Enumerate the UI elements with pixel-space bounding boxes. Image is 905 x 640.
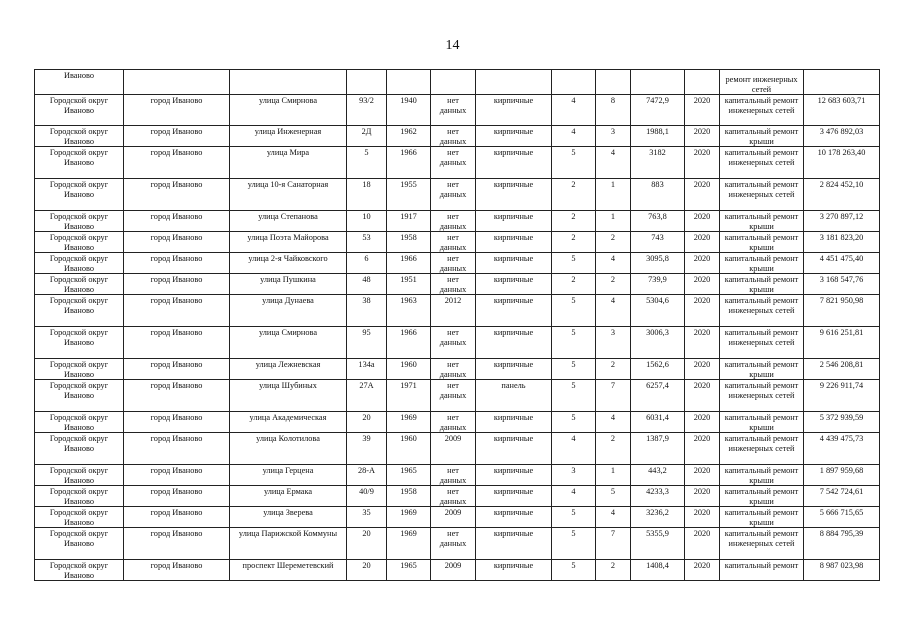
house-number-cell: 40/9 — [347, 486, 387, 507]
entrances-cell: 5 — [596, 486, 631, 507]
municipality-cell: Городской округ Иваново — [35, 560, 124, 581]
work-type-cell: ремонт инженерных сетей — [720, 70, 804, 95]
table-row — [35, 486, 880, 507]
entrances-cell: 8 — [596, 95, 631, 126]
area-cell: 1988,1 — [631, 126, 685, 147]
year-built-cell: 1971 — [387, 380, 431, 412]
municipality-cell: Городской округ Иваново — [35, 359, 124, 380]
year-overhaul-cell: нет данных — [431, 380, 476, 412]
municipality-cell: Городской округ Иваново — [35, 507, 124, 528]
street-cell: улица Зверева — [230, 507, 347, 528]
year-overhaul-cell: нет данных — [431, 253, 476, 274]
year-built-cell: 1966 — [387, 147, 431, 179]
table-row — [35, 465, 880, 486]
table-row — [35, 507, 880, 528]
municipality-cell: Городской округ Иваново — [35, 486, 124, 507]
street-cell: улица Герцена — [230, 465, 347, 486]
amount-cell: 7 821 950,98 — [804, 295, 880, 327]
work-type-cell: капитальный ремонт инженерных сетей — [720, 380, 804, 412]
house-number-cell: 20 — [347, 412, 387, 433]
year-built-cell: 1958 — [387, 232, 431, 253]
locality-cell: город Иваново — [124, 274, 230, 295]
work-type-cell: капитальный ремонт инженерных сетей — [720, 433, 804, 465]
table-row — [35, 95, 880, 126]
year-built-cell: 1951 — [387, 274, 431, 295]
municipality-cell: Городской округ Иваново — [35, 327, 124, 359]
house-number-cell: 18 — [347, 179, 387, 211]
work-type-cell: капитальный ремонт инженерных сетей — [720, 327, 804, 359]
floors-cell: 5 — [552, 327, 596, 359]
house-number-cell: 5 — [347, 147, 387, 179]
house-number-cell: 53 — [347, 232, 387, 253]
year-built-cell: 1962 — [387, 126, 431, 147]
plan-year-cell: 2020 — [685, 380, 720, 412]
year-overhaul-cell: 2009 — [431, 433, 476, 465]
street-cell: улица Степанова — [230, 211, 347, 232]
floors-cell: 4 — [552, 95, 596, 126]
wall-material-cell: кирпичные — [476, 507, 552, 528]
year-overhaul-cell: нет данных — [431, 147, 476, 179]
amount-cell: 8 884 795,39 — [804, 528, 880, 560]
area-cell: 3095,8 — [631, 253, 685, 274]
entrances-cell: 1 — [596, 179, 631, 211]
area-cell: 1408,4 — [631, 560, 685, 581]
table-row — [35, 327, 880, 359]
table-row — [35, 147, 880, 179]
municipality-cell: Городской округ Иваново — [35, 412, 124, 433]
wall-material-cell: панель — [476, 380, 552, 412]
street-cell: улица 10-я Санаторная — [230, 179, 347, 211]
street-cell: улица Ермака — [230, 486, 347, 507]
floors-cell: 4 — [552, 486, 596, 507]
house-number-cell: 10 — [347, 211, 387, 232]
floors-cell: 5 — [552, 295, 596, 327]
wall-material-cell: кирпичные — [476, 327, 552, 359]
work-type-cell: капитальный ремонт инженерных сетей — [720, 147, 804, 179]
floors-cell: 5 — [552, 380, 596, 412]
floors-cell: 2 — [552, 274, 596, 295]
municipality-cell: Городской округ Иваново — [35, 528, 124, 560]
street-cell: улица Пушкина — [230, 274, 347, 295]
locality-cell: город Иваново — [124, 95, 230, 126]
amount-cell: 3 476 892,03 — [804, 126, 880, 147]
area-cell: 7472,9 — [631, 95, 685, 126]
locality-cell: город Иваново — [124, 253, 230, 274]
floors-cell: 4 — [552, 433, 596, 465]
floors-cell: 3 — [552, 465, 596, 486]
amount-cell: 10 178 263,40 — [804, 147, 880, 179]
work-type-cell: капитальный ремонт крыши — [720, 274, 804, 295]
work-type-cell: капитальный ремонт инженерных сетей — [720, 528, 804, 560]
entrances-cell: 4 — [596, 147, 631, 179]
locality-cell: город Иваново — [124, 295, 230, 327]
area-cell: 443,2 — [631, 465, 685, 486]
house-number-cell: 2Д — [347, 126, 387, 147]
work-type-cell: капитальный ремонт инженерных сетей — [720, 295, 804, 327]
street-cell: улица Дунаева — [230, 295, 347, 327]
street-cell: проспект Шереметевский — [230, 560, 347, 581]
year-overhaul-cell: нет данных — [431, 95, 476, 126]
floors-cell: 2 — [552, 232, 596, 253]
entrances-cell: 3 — [596, 327, 631, 359]
house-number-cell: 20 — [347, 528, 387, 560]
work-type-cell: капитальный ремонт крыши — [720, 465, 804, 486]
street-cell: улица Колотилова — [230, 433, 347, 465]
street-cell: улица Смирнова — [230, 95, 347, 126]
year-built-cell: 1960 — [387, 433, 431, 465]
wall-material-cell: кирпичные — [476, 359, 552, 380]
year-built-cell: 1966 — [387, 253, 431, 274]
table-row — [35, 232, 880, 253]
house-number-cell: 38 — [347, 295, 387, 327]
plan-year-cell: 2020 — [685, 211, 720, 232]
municipality-cell: Городской округ Иваново — [35, 465, 124, 486]
municipality-cell: Городской округ Иваново — [35, 274, 124, 295]
street-cell: улица 2-я Чайковского — [230, 253, 347, 274]
wall-material-cell: кирпичные — [476, 433, 552, 465]
plan-year-cell: 2020 — [685, 126, 720, 147]
year-overhaul-cell: нет данных — [431, 211, 476, 232]
entrances-cell: 2 — [596, 232, 631, 253]
floors-cell: 5 — [552, 359, 596, 380]
table-body — [35, 70, 880, 581]
plan-year-cell: 2020 — [685, 412, 720, 433]
locality-cell: город Иваново — [124, 528, 230, 560]
area-cell: 4233,3 — [631, 486, 685, 507]
work-type-cell: капитальный ремонт крыши — [720, 211, 804, 232]
municipality-cell: Городской округ Иваново — [35, 380, 124, 412]
area-cell: 6257,4 — [631, 380, 685, 412]
area-cell: 3006,3 — [631, 327, 685, 359]
amount-cell: 3 270 897,12 — [804, 211, 880, 232]
wall-material-cell: кирпичные — [476, 126, 552, 147]
year-overhaul-cell: нет данных — [431, 232, 476, 253]
year-overhaul-cell: 2009 — [431, 560, 476, 581]
entrances-cell: 1 — [596, 211, 631, 232]
wall-material-cell: кирпичные — [476, 560, 552, 581]
wall-material-cell: кирпичные — [476, 486, 552, 507]
plan-year-cell: 2020 — [685, 232, 720, 253]
wall-material-cell: кирпичные — [476, 274, 552, 295]
area-cell: 883 — [631, 179, 685, 211]
amount-cell: 2 546 208,81 — [804, 359, 880, 380]
year-built-cell: 1958 — [387, 486, 431, 507]
street-cell: улица Поэта Майорова — [230, 232, 347, 253]
amount-cell: 5 372 939,59 — [804, 412, 880, 433]
wall-material-cell: кирпичные — [476, 95, 552, 126]
work-type-cell: капитальный ремонт крыши — [720, 486, 804, 507]
floors-cell: 2 — [552, 211, 596, 232]
municipality-cell: Городской округ Иваново — [35, 433, 124, 465]
area-cell: 3182 — [631, 147, 685, 179]
amount-cell: 3 181 823,20 — [804, 232, 880, 253]
year-overhaul-cell: нет данных — [431, 126, 476, 147]
municipality-cell: Городской округ Иваново — [35, 211, 124, 232]
street-cell: улица Смирнова — [230, 327, 347, 359]
entrances-cell: 2 — [596, 433, 631, 465]
amount-cell: 3 168 547,76 — [804, 274, 880, 295]
year-overhaul-cell: нет данных — [431, 179, 476, 211]
year-built-cell: 1965 — [387, 465, 431, 486]
street-cell: улица Инженерная — [230, 126, 347, 147]
wall-material-cell: кирпичные — [476, 412, 552, 433]
municipality-cell: Городской округ Иваново — [35, 179, 124, 211]
plan-year-cell: 2020 — [685, 327, 720, 359]
year-built-cell: 1965 — [387, 560, 431, 581]
municipality-cell: Городской округ Иваново — [35, 232, 124, 253]
house-number-cell: 39 — [347, 433, 387, 465]
entrances-cell: 7 — [596, 380, 631, 412]
street-cell: улица Лежневская — [230, 359, 347, 380]
floors-cell: 5 — [552, 253, 596, 274]
table-row — [35, 126, 880, 147]
wall-material-cell: кирпичные — [476, 232, 552, 253]
table-row — [35, 274, 880, 295]
locality-cell: город Иваново — [124, 380, 230, 412]
street-cell: улица Парижской Коммуны — [230, 528, 347, 560]
year-built-cell: 1966 — [387, 327, 431, 359]
area-cell: 5304,6 — [631, 295, 685, 327]
plan-year-cell: 2020 — [685, 560, 720, 581]
house-number-cell: 28-А — [347, 465, 387, 486]
municipality-cell: Городской округ Иваново — [35, 295, 124, 327]
plan-year-cell: 2020 — [685, 95, 720, 126]
work-type-cell: капитальный ремонт крыши — [720, 253, 804, 274]
area-cell: 3236,2 — [631, 507, 685, 528]
year-overhaul-cell: нет данных — [431, 486, 476, 507]
table-row — [35, 560, 880, 581]
plan-year-cell: 2020 — [685, 433, 720, 465]
street-cell: улица Мира — [230, 147, 347, 179]
municipality-cell: Городской округ Иваново — [35, 147, 124, 179]
amount-cell: 7 542 724,61 — [804, 486, 880, 507]
street-cell: улица Академическая — [230, 412, 347, 433]
plan-year-cell: 2020 — [685, 359, 720, 380]
municipality-cell: Иваново — [35, 70, 124, 95]
area-cell: 743 — [631, 232, 685, 253]
table-row — [35, 211, 880, 232]
plan-year-cell: 2020 — [685, 179, 720, 211]
year-overhaul-cell: нет данных — [431, 274, 476, 295]
entrances-cell: 4 — [596, 412, 631, 433]
table-row — [35, 359, 880, 380]
plan-year-cell: 2020 — [685, 465, 720, 486]
year-overhaul-cell: нет данных — [431, 528, 476, 560]
locality-cell: город Иваново — [124, 359, 230, 380]
floors-cell: 5 — [552, 147, 596, 179]
work-type-cell: капитальный ремонт инженерных сетей — [720, 179, 804, 211]
housing-registry-table — [34, 69, 880, 581]
amount-cell: 4 451 475,40 — [804, 253, 880, 274]
amount-cell: 9 226 911,74 — [804, 380, 880, 412]
year-built-cell: 1917 — [387, 211, 431, 232]
plan-year-cell: 2020 — [685, 507, 720, 528]
locality-cell: город Иваново — [124, 412, 230, 433]
year-overhaul-cell: нет данных — [431, 359, 476, 380]
table-row — [35, 433, 880, 465]
area-cell: 6031,4 — [631, 412, 685, 433]
entrances-cell: 4 — [596, 295, 631, 327]
table-row — [35, 295, 880, 327]
area-cell: 1562,6 — [631, 359, 685, 380]
plan-year-cell: 2020 — [685, 295, 720, 327]
work-type-cell: капитальный ремонт крыши — [720, 359, 804, 380]
entrances-cell: 2 — [596, 274, 631, 295]
year-built-cell: 1955 — [387, 179, 431, 211]
house-number-cell: 48 — [347, 274, 387, 295]
table-row — [35, 179, 880, 211]
area-cell: 5355,9 — [631, 528, 685, 560]
wall-material-cell: кирпичные — [476, 147, 552, 179]
table-row — [35, 412, 880, 433]
wall-material-cell: кирпичные — [476, 528, 552, 560]
locality-cell: город Иваново — [124, 560, 230, 581]
page-number: 14 — [445, 38, 460, 53]
municipality-cell: Городской округ Иваново — [35, 253, 124, 274]
locality-cell: город Иваново — [124, 486, 230, 507]
plan-year-cell: 2020 — [685, 147, 720, 179]
work-type-cell: капитальный ремонт крыши — [720, 412, 804, 433]
plan-year-cell: 2020 — [685, 274, 720, 295]
floors-cell: 5 — [552, 528, 596, 560]
municipality-cell: Городской округ Иваново — [35, 126, 124, 147]
amount-cell: 1 897 959,68 — [804, 465, 880, 486]
amount-cell: 12 683 603,71 — [804, 95, 880, 126]
entrances-cell: 1 — [596, 465, 631, 486]
area-cell: 763,8 — [631, 211, 685, 232]
entrances-cell: 4 — [596, 253, 631, 274]
street-cell: улица Шубиных — [230, 380, 347, 412]
locality-cell: город Иваново — [124, 126, 230, 147]
entrances-cell: 4 — [596, 507, 631, 528]
work-type-cell: капитальный ремонт крыши — [720, 232, 804, 253]
plan-year-cell: 2020 — [685, 486, 720, 507]
entrances-cell: 2 — [596, 359, 631, 380]
year-built-cell: 1969 — [387, 412, 431, 433]
locality-cell: город Иваново — [124, 465, 230, 486]
amount-cell: 4 439 475,73 — [804, 433, 880, 465]
table-row-continued — [35, 70, 880, 95]
wall-material-cell: кирпичные — [476, 253, 552, 274]
house-number-cell: 6 — [347, 253, 387, 274]
entrances-cell: 3 — [596, 126, 631, 147]
entrances-cell: 2 — [596, 560, 631, 581]
locality-cell: город Иваново — [124, 327, 230, 359]
plan-year-cell: 2020 — [685, 528, 720, 560]
amount-cell: 8 987 023,98 — [804, 560, 880, 581]
locality-cell: город Иваново — [124, 507, 230, 528]
plan-year-cell: 2020 — [685, 253, 720, 274]
table-row — [35, 380, 880, 412]
house-number-cell: 93/2 — [347, 95, 387, 126]
wall-material-cell: кирпичные — [476, 465, 552, 486]
floors-cell: 2 — [552, 179, 596, 211]
locality-cell: город Иваново — [124, 147, 230, 179]
amount-cell: 5 666 715,65 — [804, 507, 880, 528]
house-number-cell: 134а — [347, 359, 387, 380]
area-cell: 1387,9 — [631, 433, 685, 465]
wall-material-cell: кирпичные — [476, 295, 552, 327]
year-built-cell: 1960 — [387, 359, 431, 380]
wall-material-cell: кирпичные — [476, 211, 552, 232]
table-row — [35, 253, 880, 274]
work-type-cell: капитальный ремонт — [720, 560, 804, 581]
year-built-cell: 1969 — [387, 507, 431, 528]
house-number-cell: 27А — [347, 380, 387, 412]
house-number-cell: 95 — [347, 327, 387, 359]
year-built-cell: 1963 — [387, 295, 431, 327]
work-type-cell: капитальный ремонт инженерных сетей — [720, 95, 804, 126]
house-number-cell: 35 — [347, 507, 387, 528]
floors-cell: 5 — [552, 412, 596, 433]
locality-cell: город Иваново — [124, 232, 230, 253]
municipality-cell: Городской округ Иваново — [35, 95, 124, 126]
wall-material-cell: кирпичные — [476, 179, 552, 211]
area-cell: 739,9 — [631, 274, 685, 295]
amount-cell: 2 824 452,10 — [804, 179, 880, 211]
year-built-cell: 1940 — [387, 95, 431, 126]
house-number-cell: 20 — [347, 560, 387, 581]
year-overhaul-cell: нет данных — [431, 327, 476, 359]
locality-cell: город Иваново — [124, 179, 230, 211]
floors-cell: 5 — [552, 507, 596, 528]
amount-cell: 9 616 251,81 — [804, 327, 880, 359]
year-built-cell: 1969 — [387, 528, 431, 560]
locality-cell: город Иваново — [124, 433, 230, 465]
work-type-cell: капитальный ремонт крыши — [720, 507, 804, 528]
entrances-cell: 7 — [596, 528, 631, 560]
table-row — [35, 528, 880, 560]
year-overhaul-cell: нет данных — [431, 465, 476, 486]
floors-cell: 4 — [552, 126, 596, 147]
work-type-cell: капитальный ремонт крыши — [720, 126, 804, 147]
year-overhaul-cell: нет данных — [431, 412, 476, 433]
locality-cell: город Иваново — [124, 211, 230, 232]
year-overhaul-cell: 2012 — [431, 295, 476, 327]
year-overhaul-cell: 2009 — [431, 507, 476, 528]
floors-cell: 5 — [552, 560, 596, 581]
